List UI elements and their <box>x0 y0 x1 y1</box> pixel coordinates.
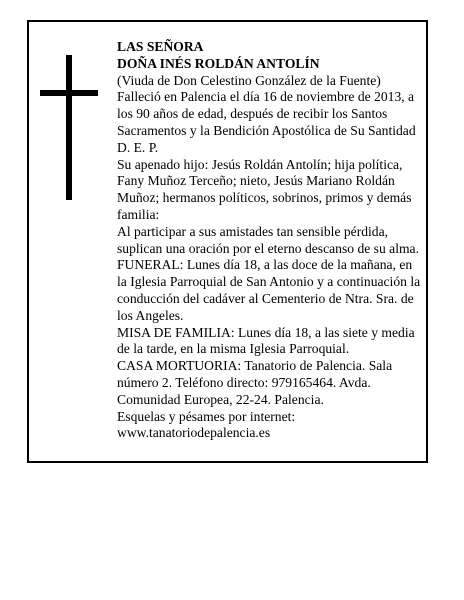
obituary-frame <box>27 20 428 463</box>
funeral-info: FUNERAL: Lunes día 18, a las doce de la mañana, en la Iglesia Parroquial de San Antonio y a continuación la conducción del cadáver al Cementerio de Ntra. Sra. de los Angeles. <box>117 257 421 323</box>
prayer-request: Al participar a sus amistades tan sensible pérdida, suplican una oración por el eterno descanso de su alma. <box>117 223 419 256</box>
website-link[interactable]: www.tanatoriodepalencia.es <box>117 425 271 441</box>
widow-of-line: (Viuda de Don Celestino González de la Fuente) <box>117 72 381 88</box>
deceased-name: DOÑA INÉS ROLDÁN ANTOLÍN <box>117 55 320 71</box>
title-line-1: LAS SEÑORA <box>117 39 204 54</box>
death-announcement: Falleció en Palencia el día 16 de noviembre de 2013, a los 90 años de edad, después de recibir los Santos Sacramentos y la Bendición Apostólica de Su Santidad D. E. P. <box>117 89 416 155</box>
obituary-text <box>117 39 422 442</box>
cross-horizontal-bar <box>40 90 98 96</box>
cross-vertical-bar <box>66 55 72 200</box>
mortuary-info: CASA MORTUORIA: Tanatorio de Palencia. Sala número 2. Teléfono directo: 979165464. Avda. Comunidad Europea, 22-24. Palencia. <box>117 358 393 407</box>
internet-label: Esquelas y pésames por internet: <box>117 408 296 424</box>
family-mass-info: MISA DE FAMILIA: Lunes día 18, a las siete y media de la tarde, en la misma Iglesia Parroquial. <box>117 324 415 357</box>
family-list: Su apenado hijo: Jesús Roldán Antolín; hija política, Fany Muñoz Terceño; nieto, Jesús Mariano Roldán Muñoz; hermanos políticos, sobrinos, primos y demás familia: <box>117 156 412 222</box>
